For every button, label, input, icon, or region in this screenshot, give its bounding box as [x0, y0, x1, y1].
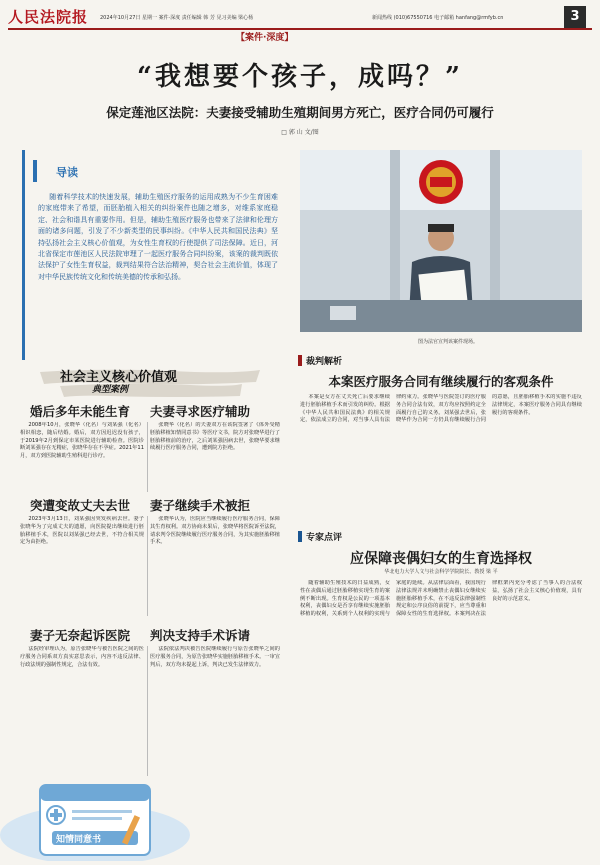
consent-form-graphic [0, 775, 190, 861]
expert-title: 应保障丧偶妇女的生育选择权 [350, 551, 532, 567]
issue-meta: 2024年10月27日 星期一 案件·深度 责任编辑 韩 芳 见习美编 梁心杨 [100, 15, 254, 21]
section-2-heading-right: 妻子继续手术被拒 [150, 498, 251, 513]
section-1-heading-left: 婚后多年未能生育 [30, 404, 131, 419]
masthead [0, 0, 600, 40]
courtroom-photo-image [300, 150, 582, 332]
column-divider [147, 422, 148, 492]
section-3-text-right: 法院依法判决被告医院继续履行与原告张晓华之间的医疗服务合同，为原告张晓华实施胚胎移植手术。一审宣判后，双方均未提起上诉，判决已发生法律效力。 [150, 646, 280, 668]
guide-heading: 导读 [56, 166, 78, 179]
analysis-title: 本案医疗服务合同有继续履行的客观条件 [328, 374, 554, 389]
section-2-heading-left: 突遭变故丈夫去世 [30, 498, 131, 513]
photo-caption: 图为法官宣判该案件现场。 [418, 339, 479, 345]
contact-info: 新闻热线 (010)67550716 电子邮箱 hanfang@rmfyb.cn [372, 15, 504, 21]
section-3-heading-left: 妻子无奈起诉医院 [30, 628, 131, 643]
newspaper-logo: 人民法院报 [8, 8, 89, 26]
section-3-heading-right: 判决支持手术诉请 [150, 628, 251, 643]
section-1-text-left: 2008年10月，张晓华（化名）与刘某强（化名）相识相恋，随后结婚。婚后，双方因迟迟没有孩子，于2019年2月到保定市某医院进行辅助检查。医院诊断刘某强存在无精症，张晓华存在不孕症。2021年11月，双方到医院辅助生殖科进行诊疗。 [20, 422, 144, 460]
banner-line-2: 典型案例 [92, 385, 129, 395]
expert-author: 华北电力大学人文与社会科学学院院长、教授 梁 平 [384, 569, 498, 575]
guide-accent-bar [33, 160, 37, 182]
section-2-text-left: 2023年3月13日，刘某强因突发疾病去世。妻子张晓华为了完成丈夫的遗愿，向医院提出继续进行胚胎移植手术，医院以刘某强已经去世，不符合相关规定为由拒绝。 [20, 516, 144, 546]
expert-tag-bar [298, 531, 302, 542]
banner-line-1: 社会主义核心价值观 [60, 370, 178, 385]
consent-form-illustration [0, 775, 190, 861]
expert-text: 随着辅助生殖技术的日益成熟，女性在丧偶后通过胚胎移植实现生育的案例不断出现。生育权是公民的一项基本权利，丧偶妇女是否享有继续实施胚胎移植的权利，关系到个人权利的实现与家庭的延续。从法律层面看，我国现行法律法规并未明确禁止丧偶妇女继续实施胚胎移植手术，在不违反法律强制性规定和公序良俗的前提下，应当尊重和保障女性的生育选择权。本案判决在法律框架内充分考虑了当事人的合法权益，弘扬了社会主义核心价值观，具有良好的示范意义。 [300, 580, 582, 618]
byline: □ 郭 山 文/图 [281, 129, 319, 136]
section-3-text-left: 法院经审理认为，原告张晓华与被告医院之间的医疗服务合同系双方真实意思表示，内容不违反法律、行政法规的强制性规定，合法有效。 [20, 646, 144, 668]
section-1-heading-right: 夫妻寻求医疗辅助 [150, 404, 251, 419]
header-rule [8, 28, 592, 30]
section-1-text-right: 张晓华（化名）的夫妻双方在该院签署了《体外受精胚胎移植知情同意书》等医疗文书，院方对张晓华进行了胚胎移植前的治疗，之后刘某强因病去世，张晓华要求继续履行医疗服务合同，遭到院方拒绝。 [150, 422, 280, 452]
column-divider [147, 646, 148, 776]
analysis-tag-bar [298, 355, 302, 366]
analysis-text: 本案是女方在丈夫死亡后要求继续进行胚胎移植手术而引发的纠纷。根据《中华人民共和国民法典》的相关规定，依法成立的合同，对当事人具有法律约束力。张晓华与医院签订的医疗服务合同合法有效，双方均应按照约定全面履行自己的义务。刘某强去世后，张晓华作为合同一方仍具有继续履行合同的意愿，且胚胎移植手术的实施不违反法律规定，本案医疗服务合同具有继续履行的客观条件。 [300, 394, 582, 424]
expert-tag: 专家点评 [306, 533, 343, 543]
section-2-text-right: 张晓华认为，医院应当继续履行医疗服务合同，保障其生育权利。双方协商未果后，张晓华将医院诉至法院，请求判令医院继续履行医疗服务合同，为其实施胚胎移植手术。 [150, 516, 280, 546]
page-number: 3 [564, 6, 586, 28]
guide-text: 随着科学技术的快速发展，辅助生殖医疗服务的运用成熟为不少生育困难的家庭带来了希望，而胚胎植入相关的纠纷案件也随之增多，对维系家庭稳定、社会和谐具有重要作用。但是，辅助生殖医疗服务也带来了法律和伦理方面的诸多问题，引发了不少新类型的民事纠纷。《中华人民共和国民法典》坚持弘扬社会主义核心价值观，为女性生育权的行使提供了司法保障。近日，河北省保定市莲池区人民法院审理了一起医疗服务合同纠纷案，该案的裁判既依法保护了女性生育权益，裁判结果符合法治精神，契合社会主流价值，体现了对中华民族传统文化和传统美德的传承和弘扬。 [38, 193, 278, 281]
column-divider [147, 516, 148, 616]
article-title: “我想要个孩子，成吗？” [137, 62, 463, 92]
section-label: 【案件·深度】 [236, 33, 294, 43]
illustration-label: 知情同意书 [56, 835, 102, 845]
courtroom-photo [300, 150, 582, 332]
analysis-tag: 裁判解析 [306, 357, 343, 367]
article-subtitle: 保定莲池区法院：夫妻接受辅助生殖期间男方死亡，医疗合同仍可履行 [106, 105, 494, 120]
